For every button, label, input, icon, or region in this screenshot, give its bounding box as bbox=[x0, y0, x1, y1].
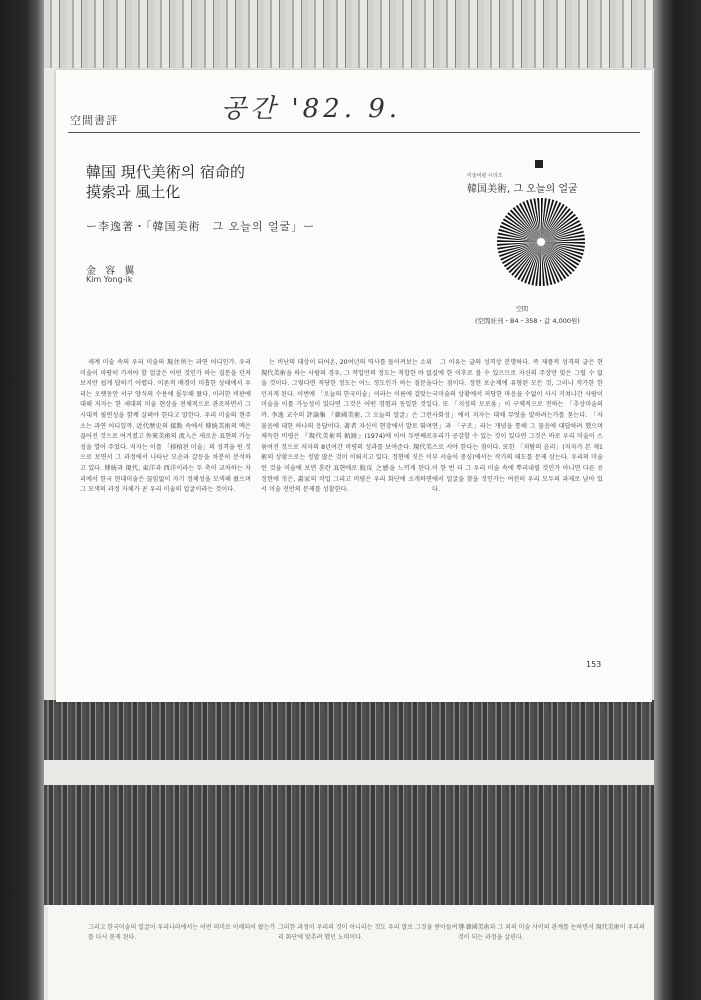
text-column-3 bbox=[432, 358, 603, 673]
text-column-2 bbox=[261, 358, 432, 680]
book-title: 韓国美術, 그 오늘의 얼굴 bbox=[467, 184, 578, 195]
title-line-1: 韓国 現代美術의 宿命的 bbox=[86, 163, 246, 181]
column-text: 그 이유는 글의 성격상 분명하다. 즉 제품적 성격의 글은 현실에 한 이후로 볼 수 있으므로 자신의 주장만 맞은 그럴 수 없다는 점이다. 정현 포순제에 유형된 모든 것, 그러나 작가한 한국미술의 상황에서 저당한 마음을 수없이 사시 거쳐나간 사람이다. 또 「지성의 모로움」이 구체적으로 전하는 「추상미술의 사회성」에서 저자는 대체 무엇을 말하려는가를 묻는다. 「자연」과 「구조」라는 개념을 통해 그 물음에 대답하려 했으며 우리가 공감할 수 있는 것이 있다면 그것은 바로 우리 미술이 스스로 서야 한다는 점이다. 또한 「치탐의 윤리」(저자가 본 제1부 서술이 중심)에서는 작가의 태도를 문제 삼는다. 우리의 미술이 한 번 더 그 우리 미술 속에 뿌리내릴 것인가 아니면 다른 곳에서 얼굴을 찾을 것인가는 여전히 우리 모두의 과제로 남아 있다. bbox=[432, 359, 603, 494]
scan-strip-lower bbox=[44, 785, 654, 905]
handwritten-note: 공간 '82. 9. bbox=[221, 94, 402, 124]
book-info: (空間社刊・B4・358・값 4,000원) bbox=[475, 317, 580, 325]
scan-strip-middle bbox=[44, 700, 654, 760]
book-publisher: 空間 bbox=[516, 306, 529, 313]
fragment-column-2: 그러한 과정이 우리의 것이 아니라는 것도 우리 말로 그것을 받아들여 우리 화단에 맞추려 했던 노력이다. bbox=[278, 924, 466, 941]
fragment-column-3: 한 韓國美術과 그 외의 미술 사이의 관계를 논하면서 現代美術이 우리의 것이 되는 과정을 살핀다. bbox=[458, 924, 645, 941]
next-page-fragment bbox=[48, 905, 654, 1000]
section-label: 空間書評 bbox=[70, 114, 118, 127]
magazine-page bbox=[56, 70, 652, 702]
column-text: 세계 미술 속의 우리 미술의 現住所는 과연 어디인가. 우리 미술이 마땅히 가져야 할 얼굴은 어떤 것인가 하는 질문을 던져 보지만 쉽게 답하기 어렵다. 이론적 배경이 미흡한 상태에서 우리는 오랫동안 서구 양식의 수용에 몰두해 왔다. 이러한 비판에 대해 저자는 한 세대의 미술 현상을 전체적으로 관조하면서 그 시대적 필연성을 함께 살펴야 한다고 말한다. 우리 미술의 현주소는 과연 어디일까. 近代歷史의 接點 속에서 傳統美術의 맥은 끊어진 것으로 여겨졌고 外來美術의 流入은 새로운 표현의 가능성을 열어 주었다. 저자는 이를 「移植된 미술」의 성격을 띤 것으로 보면서 그 과정에서 나타난 모순과 갈등을 차분히 분석하고 있다. 傳統과 現代, 東洋과 西洋이라는 두 축이 교차하는 자리에서 한국 현대미술은 끊임없이 자기 정체성을 모색해 왔으며 그 모색의 과정 자체가 곧 우리 미술의 얼굴이라는 것이다. bbox=[80, 359, 251, 494]
sunburst-ray bbox=[541, 198, 543, 242]
fragment-column-1: 그리고 한국미술의 얼굴이 우리나라에서는 어떤 의미로 이해되어 왔는가를 다시 묻게 된다. bbox=[88, 924, 276, 941]
scan-border-left bbox=[0, 0, 44, 1000]
article-title bbox=[86, 162, 245, 202]
author-name: 金 容 翼 bbox=[86, 266, 138, 277]
book-series: 미술비평 시리즈 bbox=[467, 173, 503, 179]
author-name-roman: Kim Yong-ik bbox=[86, 275, 133, 284]
sunburst-ray bbox=[497, 240, 541, 242]
text-column-1 bbox=[80, 358, 251, 680]
article-subtitle: ー李逸著・「韓国美術 그 오늘의 얼굴」ー bbox=[86, 220, 316, 233]
sunburst-ray bbox=[541, 242, 585, 244]
page-number: 153 bbox=[586, 660, 602, 669]
sunburst-cover-image bbox=[491, 192, 591, 292]
square-bullet-icon bbox=[535, 160, 543, 168]
sunburst-ray bbox=[539, 242, 541, 286]
scan-strip-top bbox=[44, 0, 654, 68]
book-cover bbox=[411, 158, 591, 334]
header-rule bbox=[68, 132, 640, 133]
sunburst-center bbox=[537, 238, 545, 246]
column-text: 는 비난의 대상이 되어온, 20여년의 역사를 돌이켜보는 소위 現代美術을 하는 사람의 경우, 그 작업만의 정도는 적합한 바 없을 것이다. 그렇다면 적당한 정도는 어느 정도인가 하는 질문을 던지게 된다. 이번에 「오늘의 한국미술」이라는 이름에 걸맞는 미술을 이룰 가능성이 있다면 그것은 어떤 경험과 동일한 것일까. 李逸 교수의 評論集 『韓國美術, 그 오늘의 얼굴』은 그런 물음에 대한 하나의 응답이다. 著者 자신이 현장에서 발로 뛰며 체득한 비평은 『現代美術의 軌跡』(1974)에 이어 두번째로 묶여진 것으로 저자의 8년여간 비평의 성과를 보여준다. 現代美術의 상황으로는 정말 많은 것이 이뤄지고 있다. 정현에 짓은 이런 것을 미술에 보면 혼란 표현에로 脫皮 之感을 느끼게 된다. 정현에 짓은, 畵家의 작업 그리고 비평은 우리 화단에 소개하면서 미술 전반의 문제를 성찰한다. bbox=[261, 359, 432, 494]
title-line-2: 摸索과 風土化 bbox=[86, 183, 181, 201]
scan-border-right bbox=[654, 0, 701, 1000]
